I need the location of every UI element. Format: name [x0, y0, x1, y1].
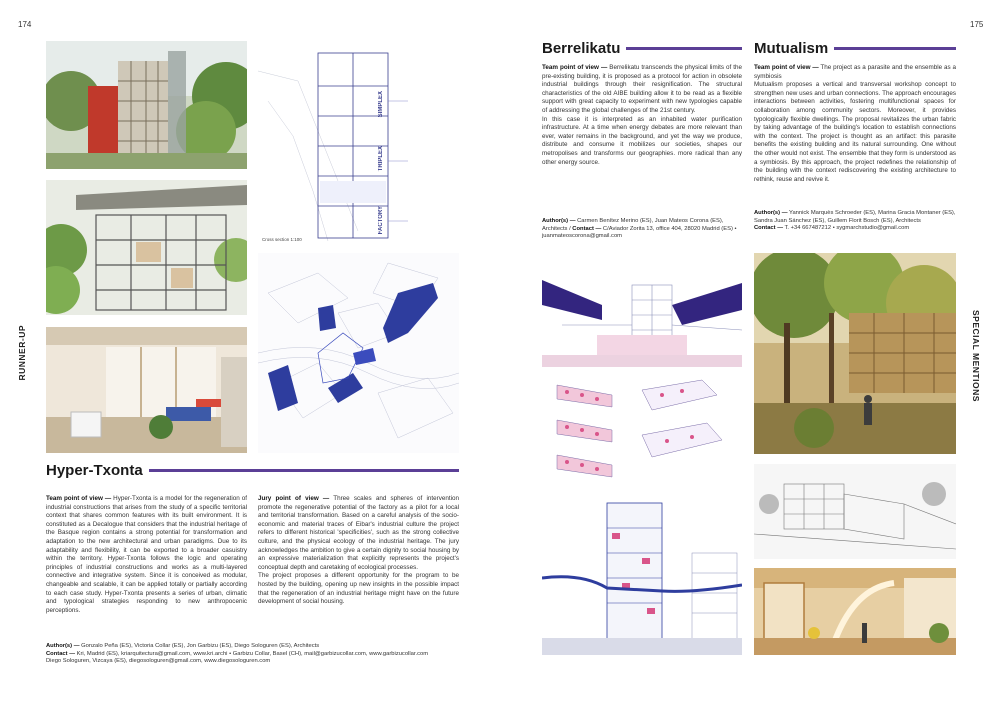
photo-mutualism-forest: [754, 253, 956, 454]
photo-building-frame: [46, 180, 247, 315]
drawing-cross-section: [258, 41, 459, 246]
drawing-mutualism-perspective: [754, 464, 956, 559]
side-label-special-mentions: SPECIAL MENTIONS: [971, 310, 981, 402]
hyper-txonta-title-text: Hyper-Txonta: [46, 462, 143, 479]
label-factory: FACTORY: [378, 206, 384, 235]
drawing-berrelikatu-perspective: [542, 275, 742, 367]
label-triplex: TRIPLEX: [378, 146, 384, 172]
title-berrelikatu: [542, 40, 742, 57]
photo-mutualism-interior: [754, 568, 956, 655]
drawing-site-axonometric: [258, 253, 459, 453]
section-caption: Cross section 1:100: [262, 237, 302, 242]
hyper-txonta-team-text: Team point of view — Hyper-Txonta is a model for the regeneration of industrial constructions that arises from the study of a specific territorial context that shares common features with its built environment. It is constituted as a Decalogue that considers that the industrial heritage of the Basque region contains a strong potential for transformation and adaptation to the new architectural and urban paradigms. Due to its adaptability and flexibility, it can be exported to a broader casuistry within the territory. Hyper-Txonta follows the logic and operating principles of industrial constructions and works as a multi-layered connective and integrative system. Since it is conceived as modular, changeable and scalable, it can be applied totally or partially according to each case study. Hyper-Txonta presents a series of urban, climatic and typological strategies responding to new anthropocenic perceptions.: [46, 495, 248, 614]
side-label-runner-up: RUNNER-UP: [17, 325, 27, 381]
drawing-berrelikatu-plans: [542, 375, 742, 487]
mutualism-team-text: Team point of view — The project as a parasite and the ensemble as a symbiosis Mutualism proposes a vertical and transversal workshop concept to strengthen new uses and urban connections. The approach encourages interactions between activities, fostering multifunctional spaces for collaboration among community sectors. Moreover, it provides typologically flexible dwellings. The proposal revitalizes the urban fabric by taking advantage of the building's location to establish connections with the context. The project is thought as an artifact: this parasite benefits the existing building and its natural surrounding. One without the other would not exist. The ensemble that they form is understood as a symbiosis. By this approach, the project redefines the relationship of the building with the context rediscovering the existing architecture to rethink, reuse and revive it.: [754, 64, 956, 183]
title-mutualism: [754, 40, 956, 57]
title-rule: [834, 47, 956, 50]
right-page-number: 175: [970, 20, 984, 29]
label-simplex: SIMPLEX: [378, 91, 384, 118]
berrelikatu-credits: Author(s) — Carmen Benítez Merino (ES), Juan Mateos Corona (ES), Architects / Contact — C/Aviador Zorita 13, office 404, 28020 Madrid (ES) • juanmateoscorona@gmail.com: [542, 218, 737, 240]
hyper-txonta-jury-text: Jury point of view — Three scales and spheres of intervention promote the regenerative potential of the factory as a pilot for a local and territorial transformation. Based on a careful analysis of the socio-economic and material traces of Eibar's industrial culture the project refers to different historical 'specificities', such as the strong collective culture, and the physical ecology of the industrial heritage. The jury acknowledges the ambition to give a certain dignity to social housing by an expressive materialization that explicitly represents the project's conceptual depth and caretaking of ecological processes. The project proposes a different opportunity for the program to be hosted by the building, opening up new insights in the possible impact that the regeneration of an industrial heritage might have on the future development of social housing.: [258, 495, 460, 606]
photo-building-exterior: [46, 41, 247, 169]
photo-interior-room: [46, 327, 247, 453]
title-rule: [149, 469, 459, 472]
mutualism-credits: Author(s) — Yannick Marquès Schroeder (ES), Marina Gracia Montaner (ES), Sandra Juan Sánchez (ES), Guillem Florit Bosch (ES), Architects Contact — T. +34 667487212 • sygmarchstudio@gmail.com: [754, 210, 956, 232]
hyper-txonta-credits: Author(s) — Gonzalo Peña (ES), Victoria Collar (ES), Jon Garbizu (ES), Diego Sologuren (ES), Architects Contact — Kri, Madrid (ES), kriarquitectura@gmail.com, www.kri.archi • Garbizu Collar, Basel (CH), mail@garbizucollar.com, www.garbizucollar.com Diego Sologuren, Vizcaya (ES), diegosologuren@gmail.com, www.diegosologuren.com: [46, 643, 429, 665]
drawing-berrelikatu-section: [542, 493, 742, 655]
mutualism-title-text: Mutualism: [754, 40, 829, 57]
berrelikatu-title-text: Berrelikatu: [542, 40, 621, 57]
left-page-number: 174: [18, 20, 32, 29]
title-rule: [626, 47, 742, 50]
berrelikatu-team-text: Team point of view — Berrelikatu transcends the physical limits of the pre-existing building, it is proposed as a protocol for action in obsolete industrial buildings through their resignification. The structural characteristics of the old AIBE building allow it to be read as a flexible support with great capacity to experiment with new typologies capable of addressing the global challenges of the 21st century. In this case it is interpreted as an inhabited water purification infrastructure. At a time when energy debates are more relevant than ever, water remains in the background, and yet the way we produce, distribute and consume it mobilizes our societies, shapes our metropolises and transforms our geographies. more radical than any other energy source.: [542, 64, 743, 166]
title-hyper-txonta: [46, 462, 459, 479]
